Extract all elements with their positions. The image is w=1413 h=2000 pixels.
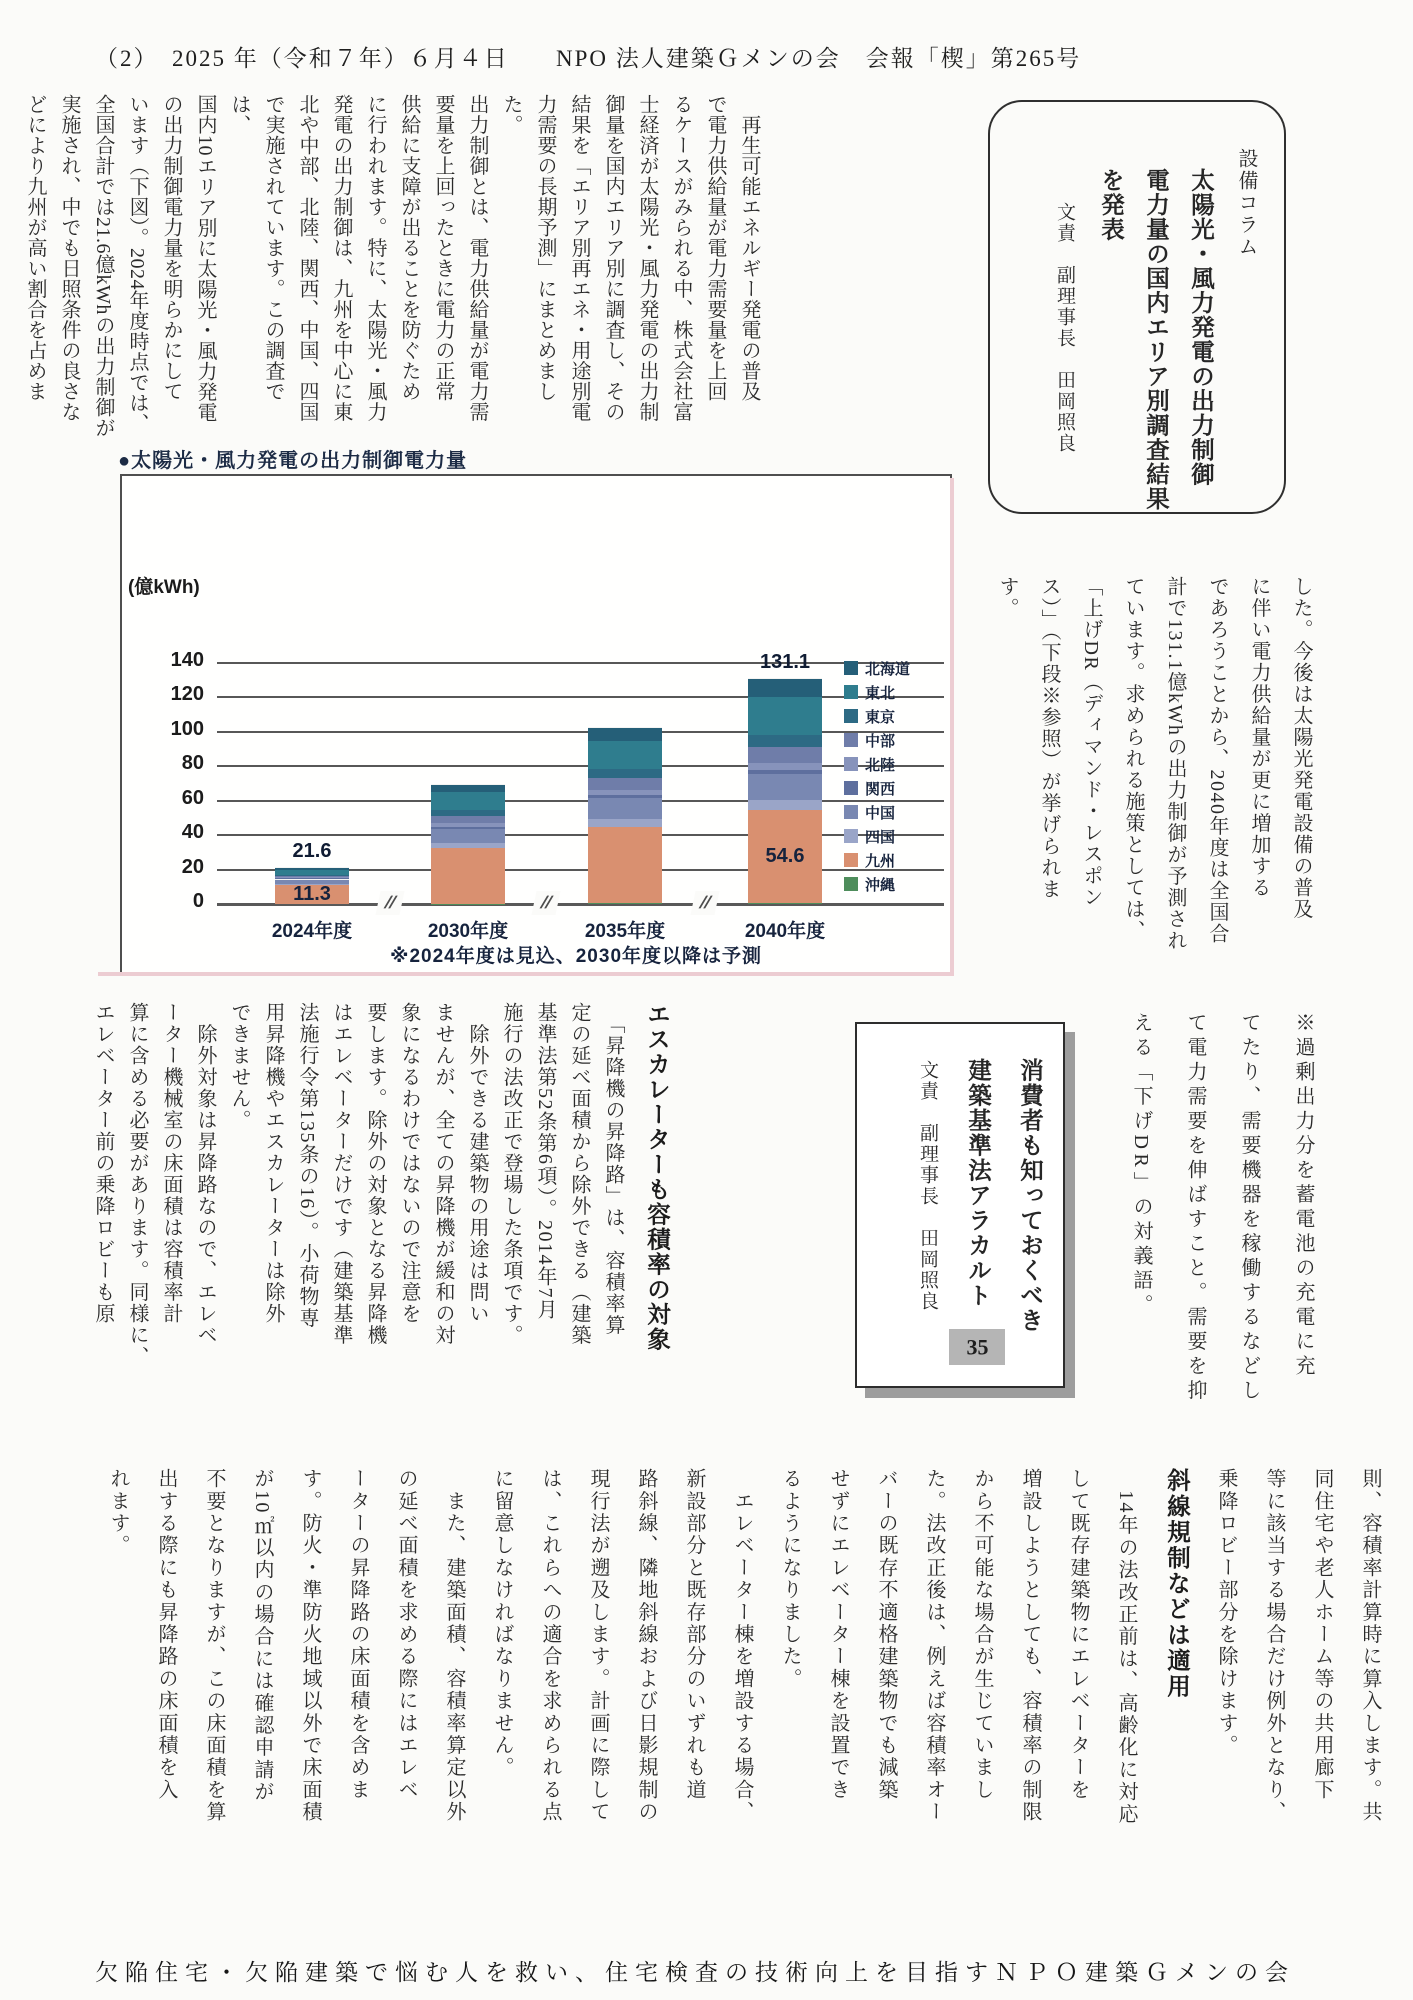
text-column: 増設しようとしても、容積率の制限 — [1019, 1468, 1041, 1824]
text-column: るケースがみられる中、株式会社富 — [670, 94, 692, 422]
bar-segment-九州 — [431, 847, 505, 904]
legend-swatch-北陸 — [844, 757, 858, 771]
text-column: 新設部分と既存部分のいずれも道 — [683, 1468, 705, 1801]
publication-title: NPO 法人建築Ｇメンの会 会報「楔」第265号 — [556, 46, 1082, 71]
bar-segment-沖縄 — [588, 903, 662, 904]
scan-artifact-line-vertical — [950, 478, 954, 972]
legend-swatch-東京 — [844, 709, 858, 723]
text-column: せずにエレベーター棟を設置でき — [827, 1468, 849, 1801]
segment-label: 54.6 — [765, 845, 805, 868]
text-column: 国内10エリア別に太陽光・風力発電 — [194, 94, 216, 423]
bar-segment-北海道 — [431, 784, 505, 793]
text-column: てたり、需要機器を稼働するなどし — [1238, 1012, 1260, 1404]
text-column: 施行の法改正で登場した条項です。 — [500, 1002, 522, 1346]
bar-segment-沖縄 — [748, 903, 822, 904]
text-column: 除外できる建築物の用途は問い — [466, 1002, 488, 1325]
text-column: 出力制御とは、電力供給量が電力需 — [466, 94, 488, 422]
bar-segment-東北 — [748, 696, 822, 735]
article1-kicker: 設備コラム — [1235, 148, 1257, 258]
text-column: 乗降ロビー部分を除けます。 — [1215, 1468, 1237, 1757]
text-column: の延べ面積を求める際にはエレベ — [395, 1468, 417, 1801]
text-column: また、建築面積、容積率算定以外 — [443, 1468, 465, 1824]
text-column: 「昇降機の昇降路」は、容積率算 — [602, 1002, 624, 1336]
article2-title-box — [855, 1022, 1065, 1388]
bar-segment-中部 — [588, 777, 662, 789]
y-tick-label: 120 — [170, 683, 204, 706]
bar-segment-九州 — [588, 826, 662, 903]
text-column: で実施されています。この調査では、 — [228, 94, 284, 402]
bar-segment-中部 — [275, 876, 349, 877]
legend-label: 九州 — [865, 853, 896, 870]
bar-segment-中部 — [748, 746, 822, 762]
legend-label: 北陸 — [865, 757, 896, 774]
text-column: ています。求められる施策としては、 — [1122, 576, 1144, 942]
bar-segment-北陸 — [748, 762, 822, 770]
text-column: 用昇降機やエスカレーターは除外 — [262, 1002, 284, 1325]
text-column: て電力需要を伸ばすこと。需要を抑 — [1184, 1012, 1206, 1404]
bar-segment-北陸 — [275, 877, 349, 878]
text-column: た。法改正後は、例えば容積率オー — [923, 1468, 945, 1824]
text-column: 発電の出力制御は、九州を中心に東 — [330, 94, 352, 422]
bar-segment-四国 — [588, 818, 662, 827]
text-column: 力需要の長期予測」にまとめました。 — [500, 94, 556, 402]
text-column: 基準法第52条第6項）。2014年7月 — [534, 1002, 556, 1321]
text-column: した。今後は太陽光発電設備の普及 — [1290, 576, 1312, 920]
text-column: エレベーター棟を増設する場合、 — [731, 1468, 753, 1824]
axis-break-icon: // — [375, 891, 404, 915]
bar-segment-東京 — [588, 768, 662, 778]
chart-title: ●太陽光・風力発電の出力制御電力量 — [118, 450, 468, 472]
dr-footnote — [1106, 1012, 1330, 1448]
bar-segment-北海道 — [588, 727, 662, 741]
text-column: 定の延べ面積から除外できる（建築 — [568, 1002, 590, 1346]
text-column: 北や中部、北陸、関西、中国、四国 — [296, 94, 318, 422]
text-column: 現行法が遡及します。計画に際して — [587, 1468, 609, 1824]
legend-swatch-関西 — [844, 781, 858, 795]
footer-slogan: 欠陥住宅・欠陥建築で悩む人を救い、住宅検査の技術向上を目指すＮＰＯ建築Ｇメンの会 — [95, 1960, 1295, 1985]
text-column: 除外対象は昇降路なので、エレベ — [194, 1002, 216, 1346]
legend-label: 沖縄 — [865, 877, 896, 894]
text-column: 計で131.1億kWhの出力制御が予測され — [1164, 576, 1186, 952]
page-number-and-date: （2） 2025 年（令和７年）６月４日 — [95, 46, 509, 71]
legend-label: 中国 — [865, 805, 896, 822]
article2-byline: 文責 副理事長 田岡照良 — [917, 1060, 938, 1312]
x-axis-label: 2035年度 — [584, 921, 666, 942]
text-column: 士経済が太陽光・風力発電の出力制 — [636, 94, 658, 422]
text-column: して既存建築物にエレベーターを — [1067, 1468, 1089, 1801]
y-tick-label: 60 — [181, 786, 204, 809]
legend-swatch-北海道 — [844, 661, 858, 675]
text-column: 実施され、中でも日照条件の良さな — [58, 94, 80, 422]
legend-swatch-四国 — [844, 829, 858, 843]
text-column: バーの既存不適格建築物でも減築 — [875, 1468, 897, 1801]
legend-label: 北海道 — [865, 661, 911, 678]
text-column: は、これらへの適合を求められる点 — [539, 1468, 561, 1824]
bar-segment-関西 — [275, 878, 349, 879]
text-column: で電力供給量が電力需要量を上回 — [704, 94, 726, 402]
article1-continuation — [984, 576, 1322, 1010]
text-column: 御量を国内エリア別に調査し、その — [602, 94, 624, 422]
legend-swatch-中国 — [844, 805, 858, 819]
text-column: 等に該当する場合だけ例外となり、 — [1263, 1468, 1285, 1824]
text-column: 不要となりますが、この床面積を算 — [203, 1468, 225, 1824]
text-column: える「下げDR」の対義語。 — [1130, 1012, 1152, 1319]
text-column: 結果を「エリア別再エネ・用途別電 — [568, 94, 590, 422]
legend-swatch-東北 — [844, 685, 858, 699]
gridline — [217, 731, 944, 733]
y-tick-label: 140 — [170, 649, 204, 671]
legend-label: 四国 — [865, 829, 896, 846]
legend-swatch-九州 — [844, 853, 858, 867]
text-column: から不可能な場合が生じていまし — [971, 1468, 993, 1801]
article2-bottom-block — [90, 1468, 1394, 1950]
segment-label: 11.3 — [293, 883, 331, 906]
scan-artifact-line-horizontal — [98, 972, 954, 976]
x-axis-label: 2024年度 — [271, 921, 353, 942]
article2-mid-block — [86, 1002, 682, 1464]
text-column: ーター機械室の床面積は容積率計 — [160, 1002, 182, 1325]
bar-segment-中国 — [588, 797, 662, 819]
text-column: 全国合計では21.6億kWhの出力制御が — [92, 94, 114, 438]
text-column: 14年の法改正前は、高齢化に対応 — [1115, 1468, 1137, 1826]
total-label: 21.6 — [292, 839, 332, 862]
bar-segment-中国 — [748, 773, 822, 800]
text-column: れます。 — [107, 1468, 129, 1557]
text-column: エレベーター前の乗降ロビーも原 — [92, 1002, 114, 1325]
text-column: が10㎡以内の場合には確認申請が — [251, 1468, 273, 1804]
text-column: 則、容積率計算時に算入します。共 — [1359, 1468, 1381, 1824]
article2-title-line1: 消費者も知っておくべき — [1016, 1058, 1042, 1333]
chart-plot — [120, 474, 952, 974]
text-column: できません。 — [228, 1002, 250, 1131]
bar-segment-中国 — [431, 828, 505, 843]
text-column: に留意しなければなりません。 — [491, 1468, 513, 1779]
total-label: 131.1 — [759, 651, 811, 674]
axis-break-icon: // — [531, 891, 560, 915]
text-column: います（下図）。2024年度時点では、 — [126, 94, 148, 434]
legend-label: 東京 — [865, 709, 896, 726]
text-column: 路斜線、隣地斜線および日影規制の — [635, 1468, 657, 1824]
text-column: どにより九州が高い割合を占めま — [24, 94, 46, 402]
bar-segment-沖縄 — [431, 904, 505, 905]
legend-swatch-中部 — [844, 733, 858, 747]
text-column: 要します。除外の対象となる昇降機 — [364, 1002, 386, 1346]
text-column: に伴い電力供給量が更に増加する — [1248, 576, 1270, 899]
article1-body — [24, 94, 766, 438]
bar-segment-東京 — [431, 809, 505, 816]
gridline — [217, 800, 944, 802]
legend-label: 中部 — [865, 733, 896, 750]
bar-segment-東北 — [431, 791, 505, 810]
text-column: 「上げDR（ディマンド・レスポン — [1080, 576, 1102, 908]
article1-title-line3: を発表 — [1097, 168, 1123, 242]
axis-break-icon: // — [690, 891, 719, 915]
text-column: るようになりました。 — [779, 1468, 801, 1690]
article2-heading-shasen: 斜線規制などは適用 — [1163, 1468, 1189, 1700]
gridline — [217, 662, 944, 664]
article2-heading-escalator: エスカレーターも容積率の対象 — [643, 1002, 669, 1352]
text-column: の出力制御電力量を明らかにして — [160, 94, 182, 402]
text-column: に行われます。特に、太陽光・風力 — [364, 94, 386, 422]
x-axis-label: 2030年度 — [427, 921, 509, 942]
y-axis-unit-label: (億kWh) — [128, 577, 200, 598]
gridline — [217, 696, 944, 698]
article1-title-box — [988, 100, 1286, 514]
y-tick-label: 0 — [192, 890, 204, 912]
y-tick-label: 100 — [170, 717, 204, 740]
x-axis-label: 2040年度 — [744, 921, 826, 942]
text-column: 出する際にも昇降路の床面積を入 — [155, 1468, 177, 1801]
text-column: す。 — [996, 576, 1018, 619]
article1-byline: 文責 副理事長 田岡照良 — [1054, 202, 1075, 454]
bar-segment-北海道 — [748, 678, 822, 697]
bar-segment-北海道 — [275, 867, 349, 870]
legend-label: 関西 — [865, 781, 896, 798]
text-column: 法施行令第135条の16）。小荷物専 — [296, 1002, 318, 1329]
text-column: 算に含める必要があります。同様に、 — [126, 1002, 148, 1368]
y-tick-label: 20 — [181, 855, 204, 878]
issue-number-badge: 35 — [949, 1329, 1005, 1365]
bar-segment-四国 — [748, 799, 822, 810]
legend-swatch-沖縄 — [844, 877, 858, 891]
text-column: す。防火・準防火地域以外で床面積 — [299, 1468, 321, 1824]
gridline — [217, 834, 944, 836]
y-tick-label: 40 — [181, 821, 204, 844]
gridline — [217, 765, 944, 767]
chart-note: ※2024年度は見込、2030年度以降は予測 — [390, 946, 763, 967]
text-column: ませんが、全ての昇降機が緩和の対 — [432, 1002, 454, 1346]
article2-title-line2: 建築基準法アラカルト — [964, 1058, 990, 1308]
text-column: 同住宅や老人ホーム等の共用廊下 — [1311, 1468, 1333, 1801]
text-column: であろうことから、2040年度は全国合 — [1206, 576, 1228, 945]
text-column: 要量を上回ったときに電力の正常 — [432, 94, 454, 402]
text-column: ※過剰出力分を蓄電池の充電に充 — [1292, 1012, 1314, 1380]
text-column: 象になるわけではないので注意を — [398, 1002, 420, 1325]
text-column: ーターの昇降路の床面積を含めま — [347, 1468, 369, 1801]
bar-segment-東京 — [748, 734, 822, 747]
legend-label: 東北 — [865, 685, 896, 702]
bar-segment-中部 — [431, 815, 505, 823]
text-column: ス）」（下段※参照）が挙げられま — [1038, 576, 1060, 900]
article1-title-line2: 電力量の国内エリア別調査結果 — [1142, 168, 1168, 511]
text-column: はエレベーターだけです（建築基準 — [330, 1002, 352, 1346]
text-column: 供給に支障が出ることを防ぐため — [398, 94, 420, 402]
text-column: 再生可能エネルギー発電の普及 — [738, 94, 760, 402]
bar-segment-東北 — [588, 740, 662, 769]
y-tick-label: 80 — [181, 752, 204, 775]
article1-title-line1: 太陽光・風力発電の出力制御 — [1187, 168, 1213, 487]
